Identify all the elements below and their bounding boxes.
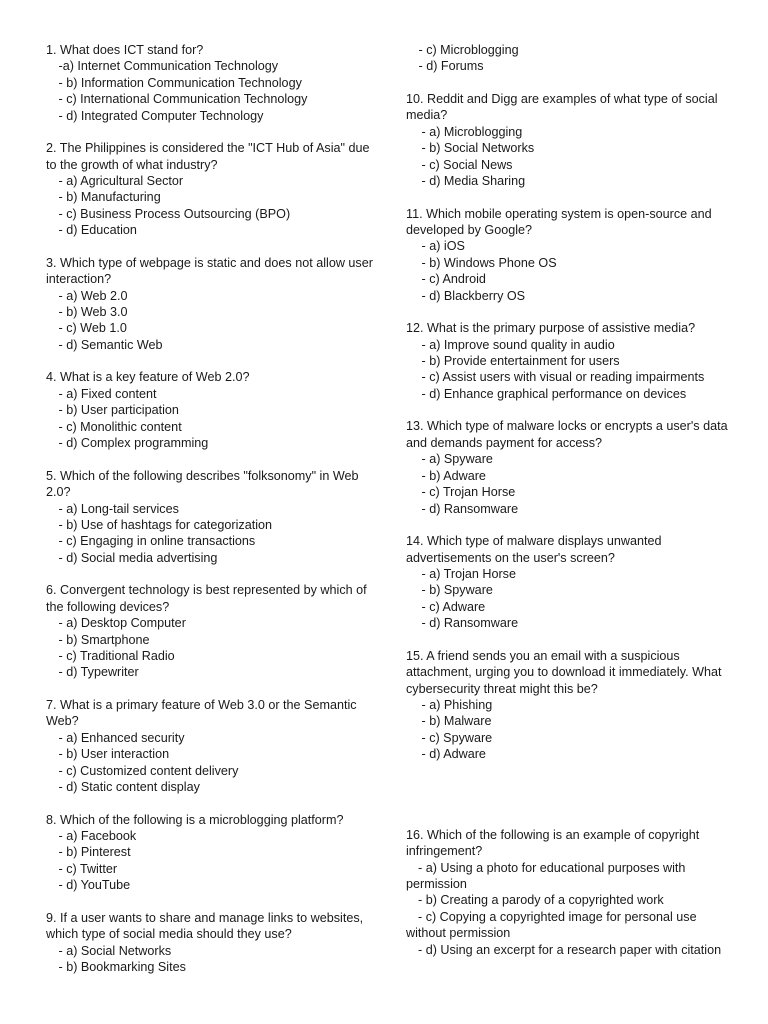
- option-c: - c) Business Process Outsourcing (BPO): [55, 206, 291, 221]
- question-stem: 14. Which type of malware displays unwanted advertisements on the user's screen?: [406, 534, 662, 565]
- question-stem: 10. Reddit and Digg are examples of what type of social media?: [406, 92, 718, 123]
- option-d: - d) Blackberry OS: [418, 288, 526, 303]
- option-a: - a) Enhanced security: [55, 730, 185, 745]
- question-12: [406, 320, 736, 402]
- column-spacer: [406, 779, 736, 827]
- option-b: - b) User interaction: [55, 747, 170, 762]
- option-b: - b) Manufacturing: [55, 190, 161, 205]
- option-b: - b) Windows Phone OS: [418, 255, 557, 270]
- option-b: - b) Information Communication Technology: [55, 75, 302, 90]
- option-b: - b) Spyware: [418, 583, 493, 598]
- option-a: - a) Web 2.0: [55, 288, 128, 303]
- option-c: - c) Customized content delivery: [55, 763, 239, 778]
- option-a: - a) Using a photo for educational purposes with permission: [406, 860, 689, 891]
- question-1: [46, 42, 376, 124]
- question-stem: 7. What is a primary feature of Web 3.0 or the Semantic Web?: [46, 697, 357, 729]
- question-3: [46, 255, 376, 353]
- question-8: [46, 812, 376, 894]
- question-stem: 12. What is the primary purpose of assistive media?: [406, 321, 696, 336]
- option-d: - d) Adware: [418, 747, 486, 762]
- option-d: - d) Social media advertising: [55, 550, 218, 565]
- question-stem: 1. What does ICT stand for?: [46, 43, 204, 57]
- option-d: - d) Enhance graphical performance on devices: [418, 386, 687, 401]
- option-a: - a) Agricultural Sector: [55, 174, 184, 189]
- option-d: - d) Complex programming: [55, 436, 209, 451]
- question-11: [406, 206, 736, 304]
- question-10: [406, 91, 736, 189]
- option-d: - d) Integrated Computer Technology: [55, 108, 264, 123]
- option-b: - b) Smartphone: [55, 632, 150, 647]
- option-a: - a) Fixed content: [55, 386, 157, 401]
- question-9: [46, 910, 376, 976]
- question-stem: 9. If a user wants to share and manage links to websites, which type of social media should they use?: [46, 910, 364, 942]
- option-b: - b) Bookmarking Sites: [55, 960, 186, 974]
- option-a: - a) Social Networks: [55, 943, 172, 958]
- option-c: - c) International Communication Technology: [55, 92, 308, 107]
- option-b: - b) Web 3.0: [55, 305, 128, 320]
- option-d: - d) Ransomware: [418, 501, 519, 516]
- option-d: - d) Ransomware: [418, 616, 519, 631]
- option-c: - c) Twitter: [55, 861, 118, 876]
- question-13: [406, 418, 736, 516]
- option-b: - b) Pinterest: [55, 845, 131, 860]
- option-a: - a) Desktop Computer: [55, 616, 186, 631]
- option-b: - b) Creating a parody of a copyrighted work: [418, 893, 664, 908]
- question-stem: 5. Which of the following describes "folksonomy" in Web 2.0?: [46, 468, 359, 500]
- option-d: - d) Forums: [415, 59, 484, 74]
- question-16: [406, 827, 736, 958]
- option-a: - a) Long-tail services: [55, 501, 179, 516]
- question-stem: 3. Which type of webpage is static and does not allow user interaction?: [46, 255, 373, 287]
- question-14: [406, 533, 736, 631]
- question-stem: 15. A friend sends you an email with a suspicious attachment, urging you to download it immediately. What cybersecurity threat might this be?: [406, 648, 722, 696]
- option-c: - c) Web 1.0: [55, 321, 127, 336]
- option-c: - c) Engaging in online transactions: [55, 534, 256, 549]
- option-b: - b) Use of hashtags for categorization: [55, 517, 273, 532]
- right-column: [406, 42, 736, 974]
- question-4: [46, 369, 376, 451]
- option-a: - a) iOS: [418, 239, 465, 254]
- question-stem: 2. The Philippines is considered the "ICT Hub of Asia" due to the growth of what industry?: [46, 141, 370, 172]
- option-a: - a) Trojan Horse: [418, 566, 516, 581]
- question-stem: 16. Which of the following is an example of copyright infringement?: [406, 827, 700, 859]
- question-stem: 6. Convergent technology is best represented by which of the following devices?: [46, 583, 367, 614]
- option-d: - d) Typewriter: [55, 665, 139, 680]
- option-a: - a) Microblogging: [418, 124, 523, 139]
- question-5: [46, 468, 376, 566]
- question-9-continued: [406, 42, 736, 75]
- question-stem: 4. What is a key feature of Web 2.0?: [46, 370, 250, 385]
- option-b: - b) User participation: [55, 403, 179, 418]
- option-b: - b) Social Networks: [418, 141, 535, 156]
- question-stem: 11. Which mobile operating system is open-source and developed by Google?: [406, 206, 712, 238]
- option-d: - d) Using an excerpt for a research paper with citation: [418, 942, 722, 957]
- option-c: - c) Android: [418, 272, 486, 287]
- question-2: [46, 140, 376, 238]
- option-c: - c) Assist users with visual or reading impairments: [418, 370, 705, 385]
- option-d: - d) Semantic Web: [55, 337, 163, 352]
- question-6: [46, 582, 376, 680]
- option-c: - c) Monolithic content: [55, 419, 182, 434]
- option-c: - c) Social News: [418, 157, 513, 172]
- option-b: - b) Adware: [418, 468, 486, 483]
- option-a: - a) Phishing: [418, 697, 493, 712]
- option-b: - b) Malware: [418, 714, 492, 729]
- option-d: - d) Education: [55, 223, 137, 238]
- option-d: - d) YouTube: [55, 878, 131, 893]
- option-c: - c) Copying a copyrighted image for personal use without permission: [406, 909, 701, 941]
- question-15: [406, 648, 736, 763]
- left-column: [46, 42, 376, 992]
- option-c: - c) Spyware: [418, 730, 493, 745]
- question-stem: 13. Which type of malware locks or encrypts a user's data and demands payment for access?: [406, 419, 728, 450]
- question-stem: 8. Which of the following is a microblogging platform?: [46, 812, 344, 827]
- question-7: [46, 697, 376, 795]
- option-a: -a) Internet Communication Technology: [55, 59, 279, 74]
- option-c: - c) Adware: [418, 599, 486, 614]
- option-a: - a) Improve sound quality in audio: [418, 337, 615, 352]
- option-d: - d) Media Sharing: [418, 174, 526, 189]
- option-b: - b) Provide entertainment for users: [418, 354, 620, 369]
- option-d: - d) Static content display: [55, 779, 200, 794]
- option-c: - c) Microblogging: [415, 43, 519, 57]
- option-a: - a) Facebook: [55, 828, 137, 843]
- option-c: - c) Trojan Horse: [418, 485, 516, 500]
- option-a: - a) Spyware: [418, 452, 493, 467]
- option-c: - c) Traditional Radio: [55, 648, 175, 663]
